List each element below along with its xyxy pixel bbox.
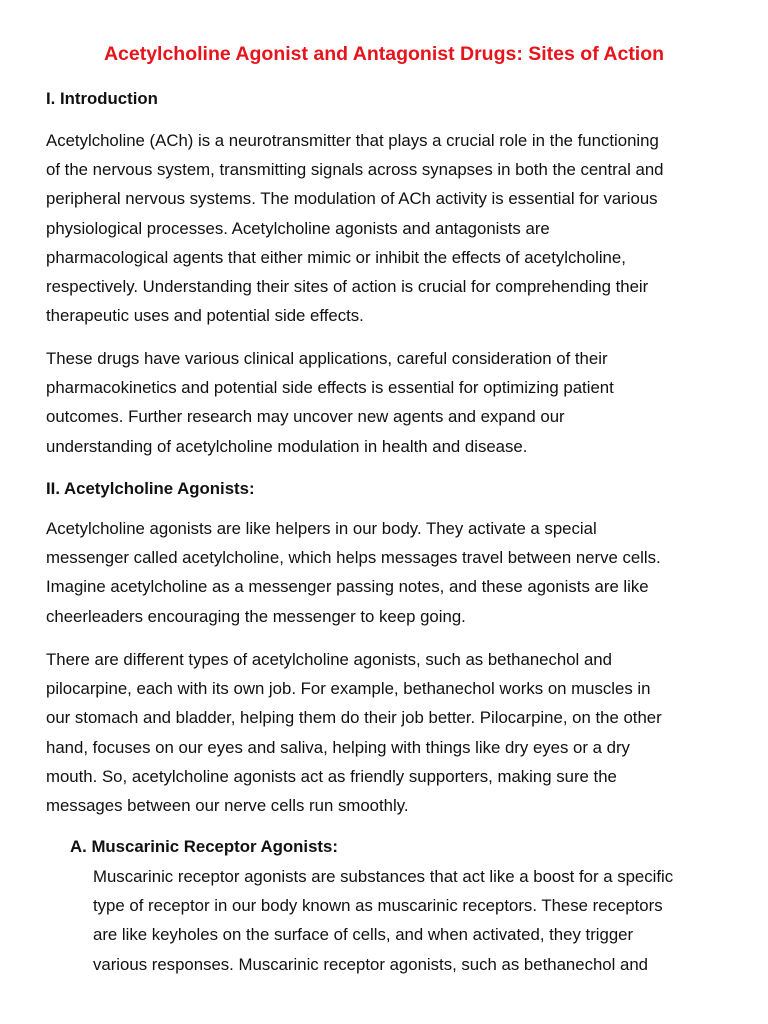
text-line: of the nervous system, transmitting signals across synapses in both the central and [46, 160, 664, 180]
text-line: Acetylcholine agonists are like helpers in our body. They activate a special [46, 519, 597, 538]
introduction-paragraph-2 [46, 344, 736, 461]
text-line: various responses. Muscarinic receptor agonists, such as bethanechol and [93, 954, 649, 974]
section-heading-introduction: I. Introduction [46, 89, 158, 108]
text-line: physiological processes. Acetylcholine agonists and antagonists are [46, 218, 550, 238]
agonists-paragraph-2 [46, 645, 736, 820]
text-line: messenger called acetylcholine, which helps messages travel between nerve cells. [46, 548, 661, 568]
text-line: therapeutic uses and potential side effects. [46, 306, 364, 326]
text-line: Acetylcholine (ACh) is a neurotransmitter that plays a crucial role in the functioning [46, 131, 659, 150]
text-line: outcomes. Further research may uncover new agents and expand our [46, 407, 565, 427]
text-line: These drugs have various clinical applications, careful consideration of their [46, 349, 608, 368]
text-line: Muscarinic receptor agonists are substances that act like a boost for a specific [93, 867, 674, 886]
introduction-paragraph-1 [46, 126, 736, 330]
document-title: Acetylcholine Agonist and Antagonist Drugs: Sites of Action [103, 43, 665, 65]
text-line: pilocarpine, each with its own job. For example, bethanechol works on muscles in [46, 679, 651, 699]
text-line: understanding of acetylcholine modulation in health and disease. [46, 436, 528, 456]
section-heading-agonists: II. Acetylcholine Agonists: [46, 479, 255, 498]
agonists-paragraph-1 [46, 514, 736, 631]
text-line: peripheral nervous systems. The modulation of ACh activity is essential for various [46, 189, 658, 209]
subsection-heading-muscarinic: A. Muscarinic Receptor Agonists: [70, 837, 338, 856]
text-line: respectively. Understanding their sites of action is crucial for comprehending their [46, 277, 649, 297]
text-line: messages between our nerve cells run smoothly. [46, 796, 409, 816]
text-line: type of receptor in our body known as muscarinic receptors. These receptors [93, 896, 663, 916]
text-line: Imagine acetylcholine as a messenger passing notes, and these agonists are like [46, 577, 649, 597]
text-line: There are different types of acetylcholine agonists, such as bethanechol and [46, 650, 612, 669]
text-line: mouth. So, acetylcholine agonists act as friendly supporters, making sure the [46, 766, 617, 786]
text-line: our stomach and bladder, helping them do their job better. Pilocarpine, on the other [46, 708, 662, 728]
text-line: are like keyholes on the surface of cells, and when activated, they trigger [93, 925, 634, 945]
text-line: hand, focuses on our eyes and saliva, helping with things like dry eyes or a dry [46, 737, 630, 757]
text-line: cheerleaders encouraging the messenger to keep going. [46, 606, 466, 626]
muscarinic-paragraph [93, 862, 733, 979]
text-line: pharmacological agents that either mimic or inhibit the effects of acetylcholine, [46, 247, 626, 267]
text-line: pharmacokinetics and potential side effects is essential for optimizing patient [46, 378, 614, 398]
